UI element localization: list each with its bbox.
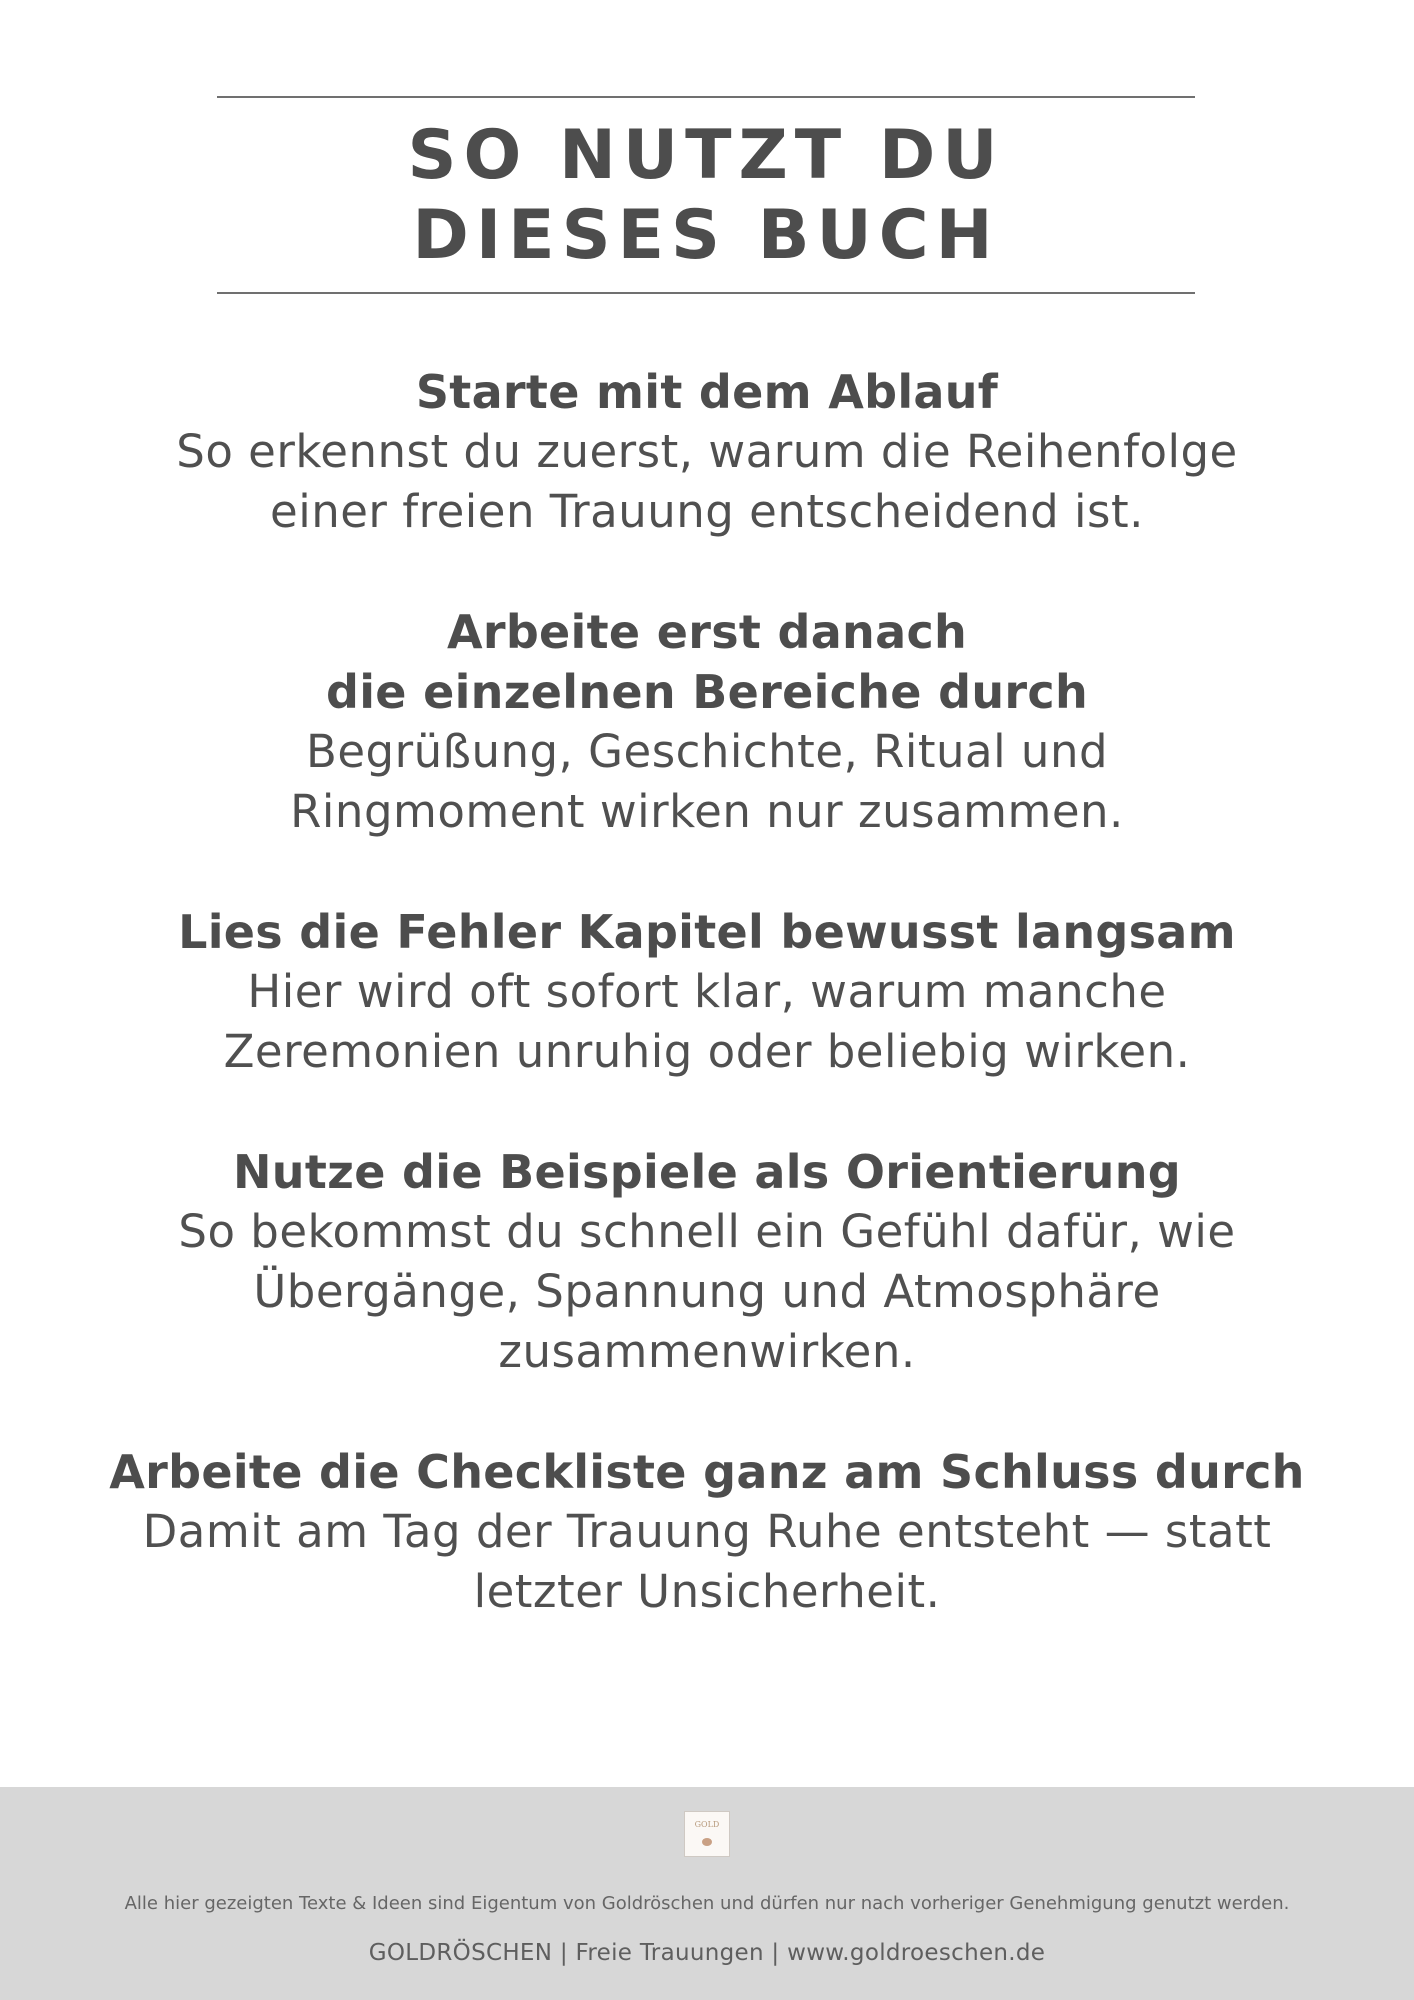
section-heading — [40, 362, 1374, 422]
section-heading — [40, 1142, 1374, 1202]
section-text-line: letzter Unsicherheit. — [473, 1565, 941, 1618]
footer — [0, 1787, 1414, 2000]
section-text — [40, 1202, 1374, 1382]
section-text-line: Damit am Tag der Trauung Ruhe entsteht — statt — [142, 1505, 1272, 1558]
section-text-line: zusammenwirken. — [498, 1325, 916, 1378]
section-text-line: Übergänge, Spannung und Atmosphäre — [253, 1265, 1161, 1318]
top-divider — [217, 96, 1195, 98]
footer-brand-line: GOLDRÖSCHEN | Freie Trauungen | www.goldroeschen.de — [368, 1940, 1046, 1966]
brand-logo — [684, 1811, 730, 1857]
section-heading — [40, 902, 1374, 962]
section-text — [40, 422, 1374, 542]
section-text-line: Zeremonien unruhig oder beliebig wirken. — [223, 1025, 1191, 1078]
instruction-section — [40, 902, 1374, 1082]
section-heading-line: Arbeite erst danach — [446, 605, 968, 659]
page-title — [217, 116, 1195, 276]
section-heading — [40, 602, 1374, 722]
instruction-list — [40, 362, 1374, 1682]
section-heading-line: Arbeite die Checkliste ganz am Schluss durch — [109, 1445, 1305, 1499]
instruction-section — [40, 1142, 1374, 1382]
section-text-line: So erkennst du zuerst, warum die Reihenfolge — [176, 425, 1238, 478]
brand-logo-text: GOLD — [694, 1820, 720, 1829]
page-title-line: DIESES BUCH — [412, 196, 1000, 275]
bottom-divider — [217, 292, 1195, 294]
section-heading-line: Lies die Fehler Kapitel bewusst langsam — [178, 905, 1236, 959]
section-heading-line: Starte mit dem Ablauf — [415, 365, 999, 419]
section-text — [40, 962, 1374, 1082]
section-heading — [40, 1442, 1374, 1502]
section-text-line: Begrüßung, Geschichte, Ritual und — [305, 725, 1109, 778]
section-text-line: Ringmoment wirken nur zusammen. — [290, 785, 1124, 838]
instruction-section — [40, 602, 1374, 842]
section-text — [40, 722, 1374, 842]
section-heading-line: die einzelnen Bereiche durch — [326, 665, 1088, 719]
section-text-line: Hier wird oft sofort klar, warum manche — [247, 965, 1167, 1018]
page-title-line: SO NUTZT DU — [407, 116, 1005, 195]
section-heading-line: Nutze die Beispiele als Orientierung — [233, 1145, 1181, 1199]
instruction-section — [40, 1442, 1374, 1622]
section-text — [40, 1502, 1374, 1622]
instruction-section — [40, 362, 1374, 542]
section-text-line: So bekommst du schnell ein Gefühl dafür, wie — [178, 1205, 1236, 1258]
page-header — [217, 96, 1195, 294]
section-text-line: einer freien Trauung entscheidend ist. — [270, 485, 1144, 538]
rose-icon — [702, 1838, 712, 1846]
copyright-disclaimer: Alle hier gezeigten Texte & Ideen sind Eigentum von Goldröschen und dürfen nur nach vorheriger Genehmigung genutzt werden. — [124, 1893, 1290, 1914]
